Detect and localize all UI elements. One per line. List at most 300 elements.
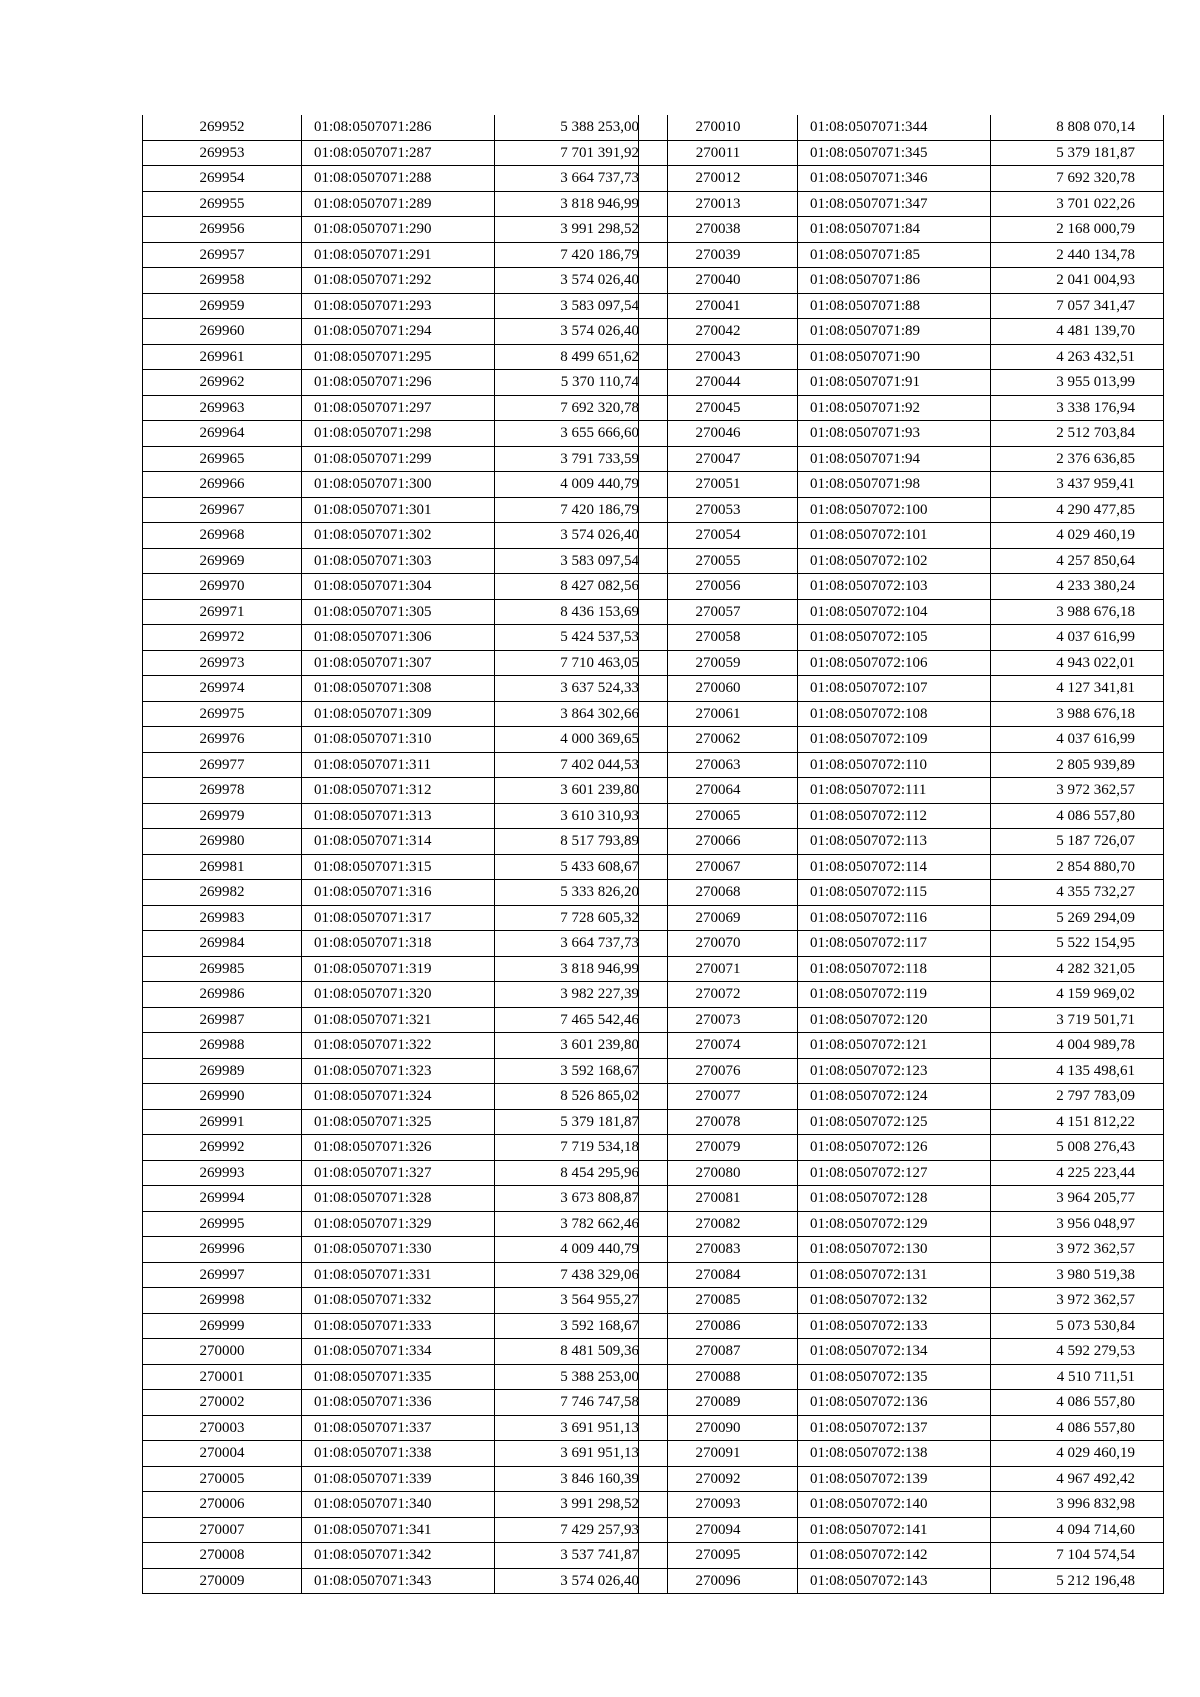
value-cell: 4 943 022,01 <box>991 650 1164 676</box>
cadastral-number-cell: 01:08:0507071:86 <box>798 268 991 294</box>
cadastral-number-cell: 01:08:0507071:98 <box>798 472 991 498</box>
table-row <box>639 1033 1164 1059</box>
value-cell: 4 086 557,80 <box>991 1415 1164 1441</box>
value-cell: 3 991 298,52 <box>495 1492 668 1518</box>
table-row <box>143 1390 668 1416</box>
row-number-cell: 269970 <box>143 574 302 600</box>
table-row <box>639 1415 1164 1441</box>
value-cell: 3 691 951,13 <box>495 1415 668 1441</box>
cadastral-number-cell: 01:08:0507072:121 <box>798 1033 991 1059</box>
value-cell: 5 433 608,67 <box>495 854 668 880</box>
row-number-cell: 270087 <box>639 1339 798 1365</box>
table-row <box>639 1007 1164 1033</box>
cadastral-number-cell: 01:08:0507071:312 <box>302 778 495 804</box>
cadastral-number-cell: 01:08:0507071:328 <box>302 1186 495 1212</box>
value-cell: 7 701 391,92 <box>495 140 668 166</box>
table-row <box>639 931 1164 957</box>
row-number-cell: 269973 <box>143 650 302 676</box>
table-row <box>639 1211 1164 1237</box>
row-number-cell: 270076 <box>639 1058 798 1084</box>
value-cell: 3 964 205,77 <box>991 1186 1164 1212</box>
cadastral-number-cell: 01:08:0507072:137 <box>798 1415 991 1441</box>
row-number-cell: 269959 <box>143 293 302 319</box>
table-row <box>143 191 668 217</box>
value-cell: 5 370 110,74 <box>495 370 668 396</box>
cadastral-number-cell: 01:08:0507071:290 <box>302 217 495 243</box>
row-number-cell: 269980 <box>143 829 302 855</box>
cadastral-number-cell: 01:08:0507071:334 <box>302 1339 495 1365</box>
row-number-cell: 270067 <box>639 854 798 880</box>
value-cell: 3 818 946,99 <box>495 191 668 217</box>
cadastral-number-cell: 01:08:0507071:317 <box>302 905 495 931</box>
table-row <box>143 523 668 549</box>
row-number-cell: 269977 <box>143 752 302 778</box>
row-number-cell: 269989 <box>143 1058 302 1084</box>
row-number-cell: 269960 <box>143 319 302 345</box>
value-cell: 4 086 557,80 <box>991 1390 1164 1416</box>
row-number-cell: 269975 <box>143 701 302 727</box>
cadastral-number-cell: 01:08:0507072:130 <box>798 1237 991 1263</box>
row-number-cell: 269997 <box>143 1262 302 1288</box>
table-row <box>639 599 1164 625</box>
cadastral-number-cell: 01:08:0507071:337 <box>302 1415 495 1441</box>
row-number-cell: 269988 <box>143 1033 302 1059</box>
cadastral-number-cell: 01:08:0507071:93 <box>798 421 991 447</box>
table-row <box>143 1313 668 1339</box>
row-number-cell: 269996 <box>143 1237 302 1263</box>
row-number-cell: 270055 <box>639 548 798 574</box>
cadastral-number-cell: 01:08:0507071:326 <box>302 1135 495 1161</box>
value-cell: 8 436 153,69 <box>495 599 668 625</box>
table-row <box>639 778 1164 804</box>
value-cell: 5 269 294,09 <box>991 905 1164 931</box>
value-cell: 2 376 636,85 <box>991 446 1164 472</box>
value-cell: 8 808 070,14 <box>991 115 1164 140</box>
table-row <box>639 1492 1164 1518</box>
value-cell: 5 073 530,84 <box>991 1313 1164 1339</box>
value-cell: 5 333 826,20 <box>495 880 668 906</box>
cadastral-number-cell: 01:08:0507072:129 <box>798 1211 991 1237</box>
cadastral-number-cell: 01:08:0507071:287 <box>302 140 495 166</box>
value-cell: 5 388 253,00 <box>495 1364 668 1390</box>
cadastral-number-cell: 01:08:0507072:107 <box>798 676 991 702</box>
cadastral-number-cell: 01:08:0507071:305 <box>302 599 495 625</box>
cadastral-number-cell: 01:08:0507072:131 <box>798 1262 991 1288</box>
table-row <box>143 497 668 523</box>
cadastral-number-cell: 01:08:0507072:123 <box>798 1058 991 1084</box>
cadastral-number-cell: 01:08:0507071:321 <box>302 1007 495 1033</box>
value-cell: 7 692 320,78 <box>991 166 1164 192</box>
cadastral-number-cell: 01:08:0507071:331 <box>302 1262 495 1288</box>
table-row <box>639 905 1164 931</box>
value-cell: 7 057 341,47 <box>991 293 1164 319</box>
row-number-cell: 270011 <box>639 140 798 166</box>
value-cell: 3 846 160,39 <box>495 1466 668 1492</box>
table-row <box>143 778 668 804</box>
table-row <box>639 982 1164 1008</box>
cadastral-number-cell: 01:08:0507071:314 <box>302 829 495 855</box>
value-cell: 4 282 321,05 <box>991 956 1164 982</box>
row-number-cell: 270061 <box>639 701 798 727</box>
value-cell: 8 427 082,56 <box>495 574 668 600</box>
cadastral-number-cell: 01:08:0507071:307 <box>302 650 495 676</box>
row-number-cell: 269993 <box>143 1160 302 1186</box>
value-cell: 3 574 026,40 <box>495 523 668 549</box>
table-row <box>639 523 1164 549</box>
row-number-cell: 269966 <box>143 472 302 498</box>
value-cell: 4 481 139,70 <box>991 319 1164 345</box>
cadastral-number-cell: 01:08:0507072:135 <box>798 1364 991 1390</box>
row-number-cell: 269955 <box>143 191 302 217</box>
value-cell: 3 601 239,80 <box>495 1033 668 1059</box>
table-row <box>639 242 1164 268</box>
value-cell: 3 673 808,87 <box>495 1186 668 1212</box>
row-number-cell: 270053 <box>639 497 798 523</box>
value-cell: 5 424 537,53 <box>495 625 668 651</box>
table-row <box>143 319 668 345</box>
table-row <box>639 1390 1164 1416</box>
row-number-cell: 270090 <box>639 1415 798 1441</box>
row-number-cell: 269957 <box>143 242 302 268</box>
row-number-cell: 270094 <box>639 1517 798 1543</box>
row-number-cell: 270002 <box>143 1390 302 1416</box>
cadastral-number-cell: 01:08:0507072:125 <box>798 1109 991 1135</box>
data-table-right <box>638 115 1164 1594</box>
row-number-cell: 269971 <box>143 599 302 625</box>
cadastral-number-cell: 01:08:0507072:106 <box>798 650 991 676</box>
row-number-cell: 269974 <box>143 676 302 702</box>
cadastral-number-cell: 01:08:0507072:142 <box>798 1543 991 1569</box>
row-number-cell: 270045 <box>639 395 798 421</box>
cadastral-number-cell: 01:08:0507071:313 <box>302 803 495 829</box>
data-table-left <box>142 115 668 1594</box>
value-cell: 3 437 959,41 <box>991 472 1164 498</box>
row-number-cell: 269981 <box>143 854 302 880</box>
value-cell: 3 982 227,39 <box>495 982 668 1008</box>
row-number-cell: 269964 <box>143 421 302 447</box>
cadastral-number-cell: 01:08:0507072:138 <box>798 1441 991 1467</box>
table-row <box>143 574 668 600</box>
row-number-cell: 269969 <box>143 548 302 574</box>
cadastral-number-cell: 01:08:0507072:120 <box>798 1007 991 1033</box>
value-cell: 5 212 196,48 <box>991 1568 1164 1594</box>
row-number-cell: 270063 <box>639 752 798 778</box>
cadastral-number-cell: 01:08:0507071:310 <box>302 727 495 753</box>
table-row <box>639 574 1164 600</box>
table-row <box>639 752 1164 778</box>
row-number-cell: 270060 <box>639 676 798 702</box>
cadastral-number-cell: 01:08:0507071:319 <box>302 956 495 982</box>
value-cell: 7 438 329,06 <box>495 1262 668 1288</box>
table-row <box>143 1135 668 1161</box>
cadastral-number-cell: 01:08:0507071:89 <box>798 319 991 345</box>
value-cell: 7 402 044,53 <box>495 752 668 778</box>
row-number-cell: 270096 <box>639 1568 798 1594</box>
cadastral-number-cell: 01:08:0507072:109 <box>798 727 991 753</box>
value-cell: 5 379 181,87 <box>991 140 1164 166</box>
table-row <box>143 446 668 472</box>
cadastral-number-cell: 01:08:0507072:103 <box>798 574 991 600</box>
value-cell: 4 127 341,81 <box>991 676 1164 702</box>
table-row <box>639 395 1164 421</box>
row-number-cell: 270068 <box>639 880 798 906</box>
row-number-cell: 270073 <box>639 1007 798 1033</box>
table-row <box>639 1084 1164 1110</box>
row-number-cell: 270012 <box>639 166 798 192</box>
table-row <box>143 956 668 982</box>
row-number-cell: 270006 <box>143 1492 302 1518</box>
cadastral-number-cell: 01:08:0507071:85 <box>798 242 991 268</box>
cadastral-number-cell: 01:08:0507072:102 <box>798 548 991 574</box>
cadastral-number-cell: 01:08:0507072:111 <box>798 778 991 804</box>
table-row <box>639 1058 1164 1084</box>
table-row <box>639 497 1164 523</box>
value-cell: 3 583 097,54 <box>495 293 668 319</box>
value-cell: 4 257 850,64 <box>991 548 1164 574</box>
value-cell: 4 290 477,85 <box>991 497 1164 523</box>
table-row <box>639 727 1164 753</box>
table-row <box>143 1109 668 1135</box>
row-number-cell: 269992 <box>143 1135 302 1161</box>
table-row <box>639 1441 1164 1467</box>
table-row <box>639 166 1164 192</box>
table-row <box>143 115 668 140</box>
value-cell: 5 008 276,43 <box>991 1135 1164 1161</box>
cadastral-number-cell: 01:08:0507071:343 <box>302 1568 495 1594</box>
value-cell: 7 465 542,46 <box>495 1007 668 1033</box>
row-number-cell: 269978 <box>143 778 302 804</box>
cadastral-number-cell: 01:08:0507072:112 <box>798 803 991 829</box>
row-number-cell: 270040 <box>639 268 798 294</box>
value-cell: 4 233 380,24 <box>991 574 1164 600</box>
table-row <box>143 982 668 1008</box>
table-row <box>143 1568 668 1594</box>
value-cell: 3 972 362,57 <box>991 1237 1164 1263</box>
row-number-cell: 269998 <box>143 1288 302 1314</box>
table-row <box>143 344 668 370</box>
value-cell: 4 225 223,44 <box>991 1160 1164 1186</box>
value-cell: 2 797 783,09 <box>991 1084 1164 1110</box>
table-row <box>143 1186 668 1212</box>
row-number-cell: 269953 <box>143 140 302 166</box>
row-number-cell: 270082 <box>639 1211 798 1237</box>
value-cell: 3 972 362,57 <box>991 778 1164 804</box>
table-row <box>639 293 1164 319</box>
cadastral-number-cell: 01:08:0507071:300 <box>302 472 495 498</box>
row-number-cell: 270091 <box>639 1441 798 1467</box>
value-cell: 2 041 004,93 <box>991 268 1164 294</box>
cadastral-number-cell: 01:08:0507071:339 <box>302 1466 495 1492</box>
value-cell: 4 004 989,78 <box>991 1033 1164 1059</box>
value-cell: 4 094 714,60 <box>991 1517 1164 1543</box>
value-cell: 4 592 279,53 <box>991 1339 1164 1365</box>
row-number-cell: 269990 <box>143 1084 302 1110</box>
cadastral-number-cell: 01:08:0507071:293 <box>302 293 495 319</box>
value-cell: 4 086 557,80 <box>991 803 1164 829</box>
table-row <box>143 701 668 727</box>
value-cell: 3 955 013,99 <box>991 370 1164 396</box>
table-row <box>143 472 668 498</box>
table-row <box>639 1288 1164 1314</box>
value-cell: 4 355 732,27 <box>991 880 1164 906</box>
cadastral-number-cell: 01:08:0507071:291 <box>302 242 495 268</box>
table-row <box>143 727 668 753</box>
table-row <box>143 1441 668 1467</box>
table-row <box>639 625 1164 651</box>
row-number-cell: 270001 <box>143 1364 302 1390</box>
table-row <box>639 829 1164 855</box>
table-body <box>639 115 1164 1594</box>
value-cell: 3 988 676,18 <box>991 701 1164 727</box>
cadastral-number-cell: 01:08:0507071:345 <box>798 140 991 166</box>
value-cell: 4 029 460,19 <box>991 523 1164 549</box>
value-cell: 4 159 969,02 <box>991 982 1164 1008</box>
cadastral-number-cell: 01:08:0507071:347 <box>798 191 991 217</box>
value-cell: 7 746 747,58 <box>495 1390 668 1416</box>
table-row <box>143 905 668 931</box>
cadastral-number-cell: 01:08:0507071:311 <box>302 752 495 778</box>
value-cell: 3 996 832,98 <box>991 1492 1164 1518</box>
value-cell: 5 388 253,00 <box>495 115 668 140</box>
cadastral-number-cell: 01:08:0507071:332 <box>302 1288 495 1314</box>
row-number-cell: 270084 <box>639 1262 798 1288</box>
table-row <box>639 1568 1164 1594</box>
value-cell: 3 574 026,40 <box>495 1568 668 1594</box>
table-body <box>143 115 668 1594</box>
cadastral-number-cell: 01:08:0507071:92 <box>798 395 991 421</box>
table-row <box>143 1084 668 1110</box>
cadastral-number-cell: 01:08:0507071:292 <box>302 268 495 294</box>
value-cell: 3 664 737,73 <box>495 931 668 957</box>
table-row <box>143 1262 668 1288</box>
cadastral-number-cell: 01:08:0507071:340 <box>302 1492 495 1518</box>
row-number-cell: 270046 <box>639 421 798 447</box>
value-cell: 4 510 711,51 <box>991 1364 1164 1390</box>
table-row <box>143 268 668 294</box>
table-row <box>143 1033 668 1059</box>
cadastral-number-cell: 01:08:0507072:141 <box>798 1517 991 1543</box>
row-number-cell: 269952 <box>143 115 302 140</box>
cadastral-number-cell: 01:08:0507072:113 <box>798 829 991 855</box>
table-row <box>143 854 668 880</box>
cadastral-number-cell: 01:08:0507071:335 <box>302 1364 495 1390</box>
table-row <box>639 1339 1164 1365</box>
row-number-cell: 269984 <box>143 931 302 957</box>
table-row <box>143 1007 668 1033</box>
row-number-cell: 269986 <box>143 982 302 1008</box>
row-number-cell: 269972 <box>143 625 302 651</box>
cadastral-number-cell: 01:08:0507071:327 <box>302 1160 495 1186</box>
row-number-cell: 270009 <box>143 1568 302 1594</box>
table-row <box>143 880 668 906</box>
cadastral-number-cell: 01:08:0507071:324 <box>302 1084 495 1110</box>
cadastral-number-cell: 01:08:0507071:88 <box>798 293 991 319</box>
value-cell: 4 009 440,79 <box>495 472 668 498</box>
cadastral-number-cell: 01:08:0507071:316 <box>302 880 495 906</box>
table-row <box>639 1262 1164 1288</box>
cadastral-number-cell: 01:08:0507072:104 <box>798 599 991 625</box>
value-cell: 3 782 662,46 <box>495 1211 668 1237</box>
value-cell: 7 710 463,05 <box>495 650 668 676</box>
cadastral-number-cell: 01:08:0507072:115 <box>798 880 991 906</box>
value-cell: 4 037 616,99 <box>991 727 1164 753</box>
value-cell: 3 610 310,93 <box>495 803 668 829</box>
table-row <box>143 1058 668 1084</box>
table-row <box>639 1364 1164 1390</box>
value-cell: 7 719 534,18 <box>495 1135 668 1161</box>
cadastral-number-cell: 01:08:0507072:139 <box>798 1466 991 1492</box>
table-row <box>639 650 1164 676</box>
cadastral-number-cell: 01:08:0507072:128 <box>798 1186 991 1212</box>
table-row <box>639 370 1164 396</box>
table-row <box>143 1415 668 1441</box>
cadastral-number-cell: 01:08:0507072:132 <box>798 1288 991 1314</box>
row-number-cell: 270064 <box>639 778 798 804</box>
value-cell: 2 512 703,84 <box>991 421 1164 447</box>
value-cell: 3 592 168,67 <box>495 1058 668 1084</box>
cadastral-number-cell: 01:08:0507071:341 <box>302 1517 495 1543</box>
row-number-cell: 270054 <box>639 523 798 549</box>
cadastral-number-cell: 01:08:0507071:346 <box>798 166 991 192</box>
table-row <box>639 854 1164 880</box>
cadastral-number-cell: 01:08:0507071:286 <box>302 115 495 140</box>
table-row <box>143 1364 668 1390</box>
table-row <box>143 166 668 192</box>
table-row <box>639 1517 1164 1543</box>
table-row <box>639 1466 1164 1492</box>
cadastral-number-cell: 01:08:0507072:126 <box>798 1135 991 1161</box>
row-number-cell: 269968 <box>143 523 302 549</box>
cadastral-number-cell: 01:08:0507071:342 <box>302 1543 495 1569</box>
value-cell: 5 379 181,87 <box>495 1109 668 1135</box>
table-row <box>639 1135 1164 1161</box>
value-cell: 4 263 432,51 <box>991 344 1164 370</box>
cadastral-number-cell: 01:08:0507071:301 <box>302 497 495 523</box>
value-cell: 2 854 880,70 <box>991 854 1164 880</box>
row-number-cell: 270066 <box>639 829 798 855</box>
value-cell: 3 791 733,59 <box>495 446 668 472</box>
cadastral-number-cell: 01:08:0507071:306 <box>302 625 495 651</box>
cadastral-number-cell: 01:08:0507071:294 <box>302 319 495 345</box>
row-number-cell: 270085 <box>639 1288 798 1314</box>
cadastral-number-cell: 01:08:0507071:333 <box>302 1313 495 1339</box>
cadastral-number-cell: 01:08:0507071:288 <box>302 166 495 192</box>
table-row <box>143 370 668 396</box>
value-cell: 4 135 498,61 <box>991 1058 1164 1084</box>
cadastral-number-cell: 01:08:0507072:108 <box>798 701 991 727</box>
table-row <box>143 599 668 625</box>
cadastral-number-cell: 01:08:0507071:338 <box>302 1441 495 1467</box>
row-number-cell: 270086 <box>639 1313 798 1339</box>
cadastral-number-cell: 01:08:0507072:127 <box>798 1160 991 1186</box>
row-number-cell: 270003 <box>143 1415 302 1441</box>
table-row <box>639 956 1164 982</box>
value-cell: 3 664 737,73 <box>495 166 668 192</box>
row-number-cell: 270065 <box>639 803 798 829</box>
cadastral-number-cell: 01:08:0507071:315 <box>302 854 495 880</box>
value-cell: 8 517 793,89 <box>495 829 668 855</box>
row-number-cell: 269982 <box>143 880 302 906</box>
cadastral-number-cell: 01:08:0507071:322 <box>302 1033 495 1059</box>
cadastral-number-cell: 01:08:0507071:329 <box>302 1211 495 1237</box>
row-number-cell: 269963 <box>143 395 302 421</box>
value-cell: 8 481 509,36 <box>495 1339 668 1365</box>
table-row <box>143 1466 668 1492</box>
value-cell: 5 522 154,95 <box>991 931 1164 957</box>
value-cell: 3 991 298,52 <box>495 217 668 243</box>
value-cell: 2 168 000,79 <box>991 217 1164 243</box>
cadastral-number-cell: 01:08:0507072:105 <box>798 625 991 651</box>
